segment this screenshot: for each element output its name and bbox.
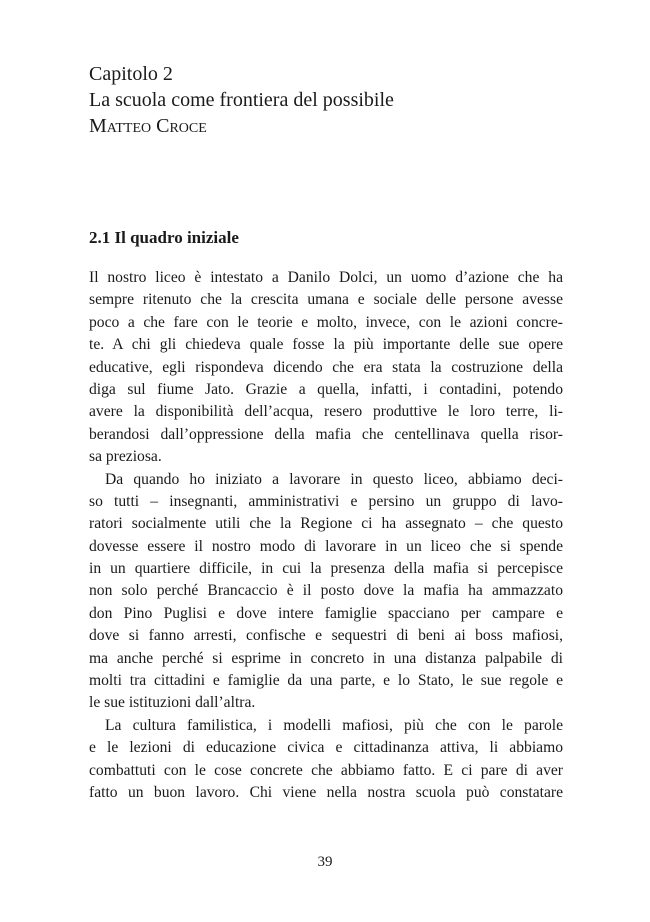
text-line: dove si fanno arresti, confische e sequestri di beni ai boss mafiosi, bbox=[89, 627, 563, 645]
text-line: molti tra cittadini e famiglie da una parte, e lo Stato, le sue regole e bbox=[89, 672, 563, 690]
text-line: poco a che fare con le teorie e molto, invece, con le azioni concre- bbox=[89, 313, 563, 331]
text-line: non solo perché Brancaccio è il posto dove la mafia ha ammazzato bbox=[89, 582, 563, 600]
chapter-title: La scuola come frontiera del possibile bbox=[89, 89, 394, 111]
chapter-header bbox=[89, 61, 569, 139]
text-line: sa preziosa. bbox=[89, 448, 162, 466]
text-line: berandosi dall’oppressione della mafia che centellinava quella risor- bbox=[89, 425, 563, 443]
text-line: Da quando ho iniziato a lavorare in questo liceo, abbiamo deci- bbox=[105, 470, 563, 488]
section-title: 2.1 Il quadro iniziale bbox=[89, 228, 239, 247]
text-line: le sue istituzioni dall’altra. bbox=[89, 694, 256, 712]
text-line: te. A chi gli chiedeva quale fosse la più importante delle sue opere bbox=[89, 336, 563, 354]
chapter-author: Matteo Croce bbox=[89, 115, 207, 137]
body-text bbox=[89, 267, 563, 804]
page-number: 39 bbox=[317, 854, 333, 870]
text-line: in un quartiere difficile, in cui la presenza della mafia si percepisce bbox=[89, 560, 563, 578]
text-line: diga sul fiume Jato. Grazie a quella, infatti, i contadini, potendo bbox=[89, 380, 563, 398]
text-line: ma anche perché si esprime in concreto in una distanza palpabile di bbox=[89, 649, 563, 667]
text-line: avere la disponibilità dell’acqua, resero produttive le loro terre, li- bbox=[89, 403, 563, 421]
text-line: don Pino Puglisi e dove intere famiglie spacciano per campare e bbox=[89, 604, 563, 622]
text-line: e le lezioni di educazione civica e cittadinanza attiva, li abbiamo bbox=[89, 739, 563, 757]
text-line: ratori socialmente utili che la Regione ci ha assegnato – che questo bbox=[89, 515, 563, 533]
text-line: so tutti – insegnanti, amministrativi e persino un gruppo di lavo- bbox=[89, 492, 563, 510]
text-line: dovesse essere il nostro modo di lavorare in un liceo che si spende bbox=[89, 537, 563, 555]
text-line: Il nostro liceo è intestato a Danilo Dolci, un uomo d’azione che ha bbox=[89, 269, 563, 286]
text-line: educative, egli rispondeva dicendo che era stata la costruzione della bbox=[89, 358, 563, 376]
text-line: sempre ritenuto che la crescita umana e sociale delle persone avesse bbox=[89, 291, 563, 309]
chapter-number: Capitolo 2 bbox=[89, 63, 173, 85]
text-line: La cultura familistica, i modelli mafiosi, più che con le parole bbox=[105, 716, 563, 734]
text-line: combattuti con le cose concrete che abbiamo fatto. E ci pare di aver bbox=[89, 761, 563, 779]
text-line: fatto un buon lavoro. Chi viene nella nostra scuola può constatare bbox=[89, 783, 563, 801]
